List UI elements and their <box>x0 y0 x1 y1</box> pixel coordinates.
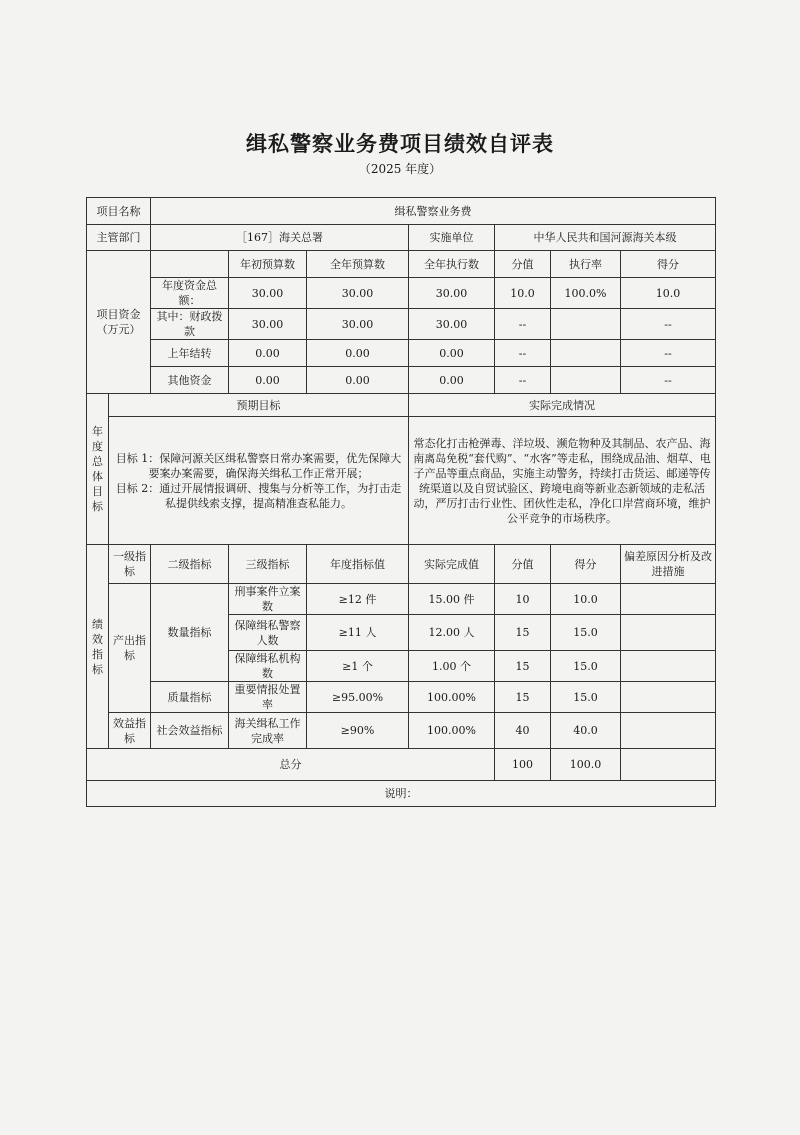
indicator-name: 刑事案件立案数 <box>229 584 307 615</box>
total-row <box>87 749 716 781</box>
funds-header-row <box>87 251 716 278</box>
indicator-got: 15.0 <box>551 651 621 682</box>
project-name-label: 项目名称 <box>87 198 151 225</box>
indicator-name: 保障缉私警察人数 <box>229 615 307 651</box>
funds-cell: 30.00 <box>229 278 307 309</box>
indicator-target: ≥11 人 <box>307 615 409 651</box>
indicator-header: 二级指标 <box>151 545 229 584</box>
indicator-header: 实际完成值 <box>409 545 495 584</box>
total-note <box>621 749 716 781</box>
indicator-row <box>87 584 716 615</box>
funds-header: 年初预算数 <box>229 251 307 278</box>
funds-cell <box>551 309 621 340</box>
indicator-note <box>621 584 716 615</box>
funds-row <box>87 340 716 367</box>
funds-cell: -- <box>621 340 716 367</box>
funds-cell: 30.00 <box>409 309 495 340</box>
indicator-row <box>87 713 716 749</box>
result-text: 常态化打击枪弹毒、洋垃圾、濒危物种及其制品、农产品、海南离岛免税“套代购”、“水客”等走私，围绕成品油、烟草、电子产品等重点商品，实施主动警务，持续打击货运、邮递等传统渠道以及自贸试验区、跨境电商等新业态新领域的走私活动，严厉打击行业性、团伙性走私，净化口岸营商环境，维护公平竞争的市场秩序。 <box>409 417 716 545</box>
indicator-header: 三级指标 <box>229 545 307 584</box>
indicator-note <box>621 651 716 682</box>
dept-value: ［167］海关总署 <box>151 225 409 251</box>
indicator-actual: 12.00 人 <box>409 615 495 651</box>
indicator-score: 15 <box>495 615 551 651</box>
funds-header: 得分 <box>621 251 716 278</box>
indicator-name: 海关缉私工作完成率 <box>229 713 307 749</box>
indicator-name: 重要情报处置率 <box>229 682 307 713</box>
note-label: 说明： <box>87 781 716 807</box>
funds-header: 执行率 <box>551 251 621 278</box>
funds-cell: 100.0% <box>551 278 621 309</box>
funds-cell <box>551 340 621 367</box>
indicator-label: 绩效指标 <box>87 545 109 749</box>
funds-empty-header <box>151 251 229 278</box>
funds-cell: 0.00 <box>229 367 307 394</box>
indicator-got: 10.0 <box>551 584 621 615</box>
indicator-header: 一级指标 <box>109 545 151 584</box>
output-indicator-label: 产出指标 <box>109 584 151 713</box>
funds-cell: 10.0 <box>495 278 551 309</box>
funds-cell: -- <box>495 367 551 394</box>
indicator-header-row <box>87 545 716 584</box>
annual-goal-label: 年度总体目标 <box>87 394 109 545</box>
funds-cell: 30.00 <box>409 278 495 309</box>
total-got: 100.0 <box>551 749 621 781</box>
indicator-note <box>621 682 716 713</box>
funds-header: 分值 <box>495 251 551 278</box>
note-row <box>87 781 716 807</box>
indicator-name: 保障缉私机构数 <box>229 651 307 682</box>
indicator-target: ≥95.00% <box>307 682 409 713</box>
funds-cell: 30.00 <box>307 309 409 340</box>
funds-cell: 0.00 <box>409 367 495 394</box>
indicator-header: 得分 <box>551 545 621 584</box>
goal-header: 预期目标 <box>109 394 409 417</box>
indicator-target: ≥12 件 <box>307 584 409 615</box>
indicator-got: 15.0 <box>551 615 621 651</box>
unit-value: 中华人民共和国河源海关本级 <box>495 225 716 251</box>
funds-cell: -- <box>495 309 551 340</box>
result-header: 实际完成情况 <box>409 394 716 417</box>
funds-cell: 30.00 <box>307 278 409 309</box>
funds-cell: -- <box>621 309 716 340</box>
indicator-note <box>621 615 716 651</box>
indicator-actual: 100.00% <box>409 682 495 713</box>
funds-row-label: 其他资金 <box>151 367 229 394</box>
indicator-score: 15 <box>495 682 551 713</box>
annual-goal-header-row <box>87 394 716 417</box>
indicator-got: 15.0 <box>551 682 621 713</box>
funds-row <box>87 309 716 340</box>
indicator-actual: 15.00 件 <box>409 584 495 615</box>
indicator-header: 年度指标值 <box>307 545 409 584</box>
project-name-value: 缉私警察业务费 <box>151 198 716 225</box>
funds-row <box>87 278 716 309</box>
funds-cell: 10.0 <box>621 278 716 309</box>
dept-label: 主管部门 <box>87 225 151 251</box>
indicator-score: 10 <box>495 584 551 615</box>
funds-cell <box>551 367 621 394</box>
goal-text: 目标 1：保障河源关区缉私警察日常办案需要，优先保障大要案办案需要，确保海关缉私工作正常开展； 目标 2：通过开展情报调研、搜集与分析等工作，为打击走私提供线索支撑，提高精准查私能力。 <box>109 417 409 545</box>
funds-header: 全年预算数 <box>307 251 409 278</box>
page-subtitle: （2025 年度） <box>358 162 442 176</box>
funds-row-label: 年度资金总额： <box>151 278 229 309</box>
indicator-header: 偏差原因分析及改进措施 <box>621 545 716 584</box>
funds-cell: 0.00 <box>307 367 409 394</box>
annual-goal-content-row <box>87 417 716 545</box>
benefit-indicator-label: 效益指标 <box>109 713 151 749</box>
funds-label: 项目资金（万元） <box>87 251 151 394</box>
unit-label: 实施单位 <box>409 225 495 251</box>
funds-cell: 0.00 <box>229 340 307 367</box>
project-name-row <box>87 198 716 225</box>
indicator-score: 15 <box>495 651 551 682</box>
indicator-got: 40.0 <box>551 713 621 749</box>
funds-cell: 0.00 <box>409 340 495 367</box>
funds-header: 全年执行数 <box>409 251 495 278</box>
funds-cell: 0.00 <box>307 340 409 367</box>
indicator-score: 40 <box>495 713 551 749</box>
indicator-actual: 1.00 个 <box>409 651 495 682</box>
total-score: 100 <box>495 749 551 781</box>
indicator-row <box>87 682 716 713</box>
funds-row <box>87 367 716 394</box>
funds-cell: -- <box>621 367 716 394</box>
funds-cell: 30.00 <box>229 309 307 340</box>
quantity-indicator-label: 数量指标 <box>151 584 229 682</box>
social-benefit-label: 社会效益指标 <box>151 713 229 749</box>
indicator-actual: 100.00% <box>409 713 495 749</box>
total-label: 总分 <box>87 749 495 781</box>
funds-row-label: 上年结转 <box>151 340 229 367</box>
indicator-target: ≥1 个 <box>307 651 409 682</box>
department-row <box>87 225 716 251</box>
page-title: 缉私警察业务费项目绩效自评表 <box>246 131 554 156</box>
quality-indicator-label: 质量指标 <box>151 682 229 713</box>
self-evaluation-table <box>86 197 716 807</box>
indicator-header: 分值 <box>495 545 551 584</box>
indicator-note <box>621 713 716 749</box>
indicator-target: ≥90% <box>307 713 409 749</box>
funds-row-label: 其中：财政拨款 <box>151 309 229 340</box>
funds-cell: -- <box>495 340 551 367</box>
